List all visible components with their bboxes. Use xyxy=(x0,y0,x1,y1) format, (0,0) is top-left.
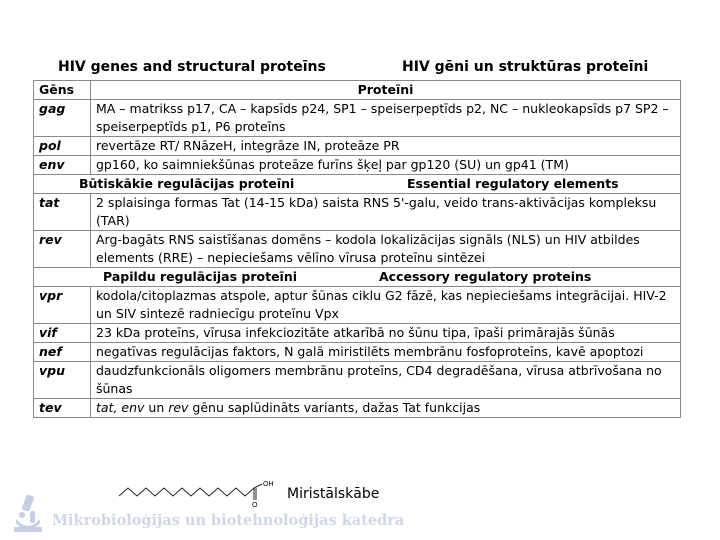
table-row xyxy=(34,156,681,175)
molecule-label: Miristālskābe xyxy=(287,486,380,502)
desc-gag: MA – matrikss p17, CA – kapsīds p24, SP1 – speiserpeptīds p2, NC – nukleokapsīds p7 SP2 – speiserpeptīds p1, P6 proteīns xyxy=(91,100,681,137)
table-row xyxy=(34,137,681,156)
gene-gag: gag xyxy=(34,100,91,137)
table-row xyxy=(34,194,681,231)
gene-tev: tev xyxy=(34,399,91,418)
tev-mid: un xyxy=(144,400,169,415)
gene-vpr: vpr xyxy=(34,287,91,324)
desc-tev xyxy=(91,399,681,418)
section-essential-en: Essential regulatory elements xyxy=(407,176,619,191)
desc-nef: negatīvas regulācijas faktors, N galā miristilēts membrānu fosfoproteīns, kavē apoptozi xyxy=(91,343,681,362)
gene-tat: tat xyxy=(34,194,91,231)
title-latvian: HIV gēni un struktūras proteīni xyxy=(402,59,649,75)
gene-vpu: vpu xyxy=(34,362,91,399)
table-header-row xyxy=(34,81,681,100)
desc-pol: revertāze RT/ RNāzeH, integrāze IN, proteāze PR xyxy=(91,137,681,156)
molecule-o: O xyxy=(252,502,258,508)
gene-pol: pol xyxy=(34,137,91,156)
tev-rest: gēnu saplūdināts variants, dažas Tat funkcijas xyxy=(188,400,481,415)
footer-department: Mikrobioloģijas un biotehnoloģijas katedra xyxy=(52,512,405,529)
title-english: HIV genes and structural proteīns xyxy=(58,59,326,75)
table-row xyxy=(34,399,681,418)
gene-env: env xyxy=(34,156,91,175)
section-accessory-row xyxy=(34,268,681,287)
tev-genes: tat, env xyxy=(96,400,145,415)
table-row xyxy=(34,343,681,362)
gene-vif: vif xyxy=(34,324,91,343)
desc-vpu: daudzfunkcionāls oligomers membrānu proteīns, CD4 degradēšana, vīrusa atbrīvošana no šūnas xyxy=(91,362,681,399)
microscope-logo-icon xyxy=(10,493,46,533)
desc-vpr: kodola/citoplazmas atspole, aptur šūnas ciklu G2 fāzē, kas nepieciešams integrācijai. HIV-2 un SIV sintezē radniecīgu proteīnu Vpx xyxy=(91,287,681,324)
section-essential-row xyxy=(34,175,681,194)
tev-gene3: rev xyxy=(168,400,189,415)
header-gene: Gēns xyxy=(34,81,91,100)
slide-title xyxy=(0,59,720,81)
desc-rev: Arg-bagāts RNS saistīšanas domēns – kodola lokalizācijas signāls (NLS) un HIV atbildes elements (RRE) – nepieciešams vēlīno vīrusa proteīnu sintēzei xyxy=(91,231,681,268)
section-essential-lv: Būtiskākie regulācijas proteīni xyxy=(79,176,295,191)
header-protein: Proteīni xyxy=(91,81,681,100)
section-accessory-en: Accessory regulatory proteins xyxy=(379,269,592,284)
molecule-oh: OH xyxy=(263,481,274,488)
table-row xyxy=(34,324,681,343)
section-accessory-lv: Papildu regulācijas proteīni xyxy=(103,269,298,284)
hiv-protein-table xyxy=(33,80,681,418)
table-row xyxy=(34,100,681,137)
gene-nef: nef xyxy=(34,343,91,362)
desc-vif: 23 kDa proteīns, vīrusa infekciozitāte atkarībā no šūnu tipa, īpaši primārajās šūnās xyxy=(91,324,681,343)
table-row xyxy=(34,231,681,268)
desc-env: gp160, ko saimniekšūnas proteāze furīns šķeļ par gp120 (SU) un gp41 (TM) xyxy=(91,156,681,175)
desc-tat: 2 splaisinga formas Tat (14-15 kDa) saista RNS 5'-galu, veido trans-aktivācijas kompleksu (TAR) xyxy=(91,194,681,231)
table-row xyxy=(34,287,681,324)
table-row xyxy=(34,362,681,399)
myristic-acid-structure xyxy=(117,478,279,508)
gene-rev: rev xyxy=(34,231,91,268)
